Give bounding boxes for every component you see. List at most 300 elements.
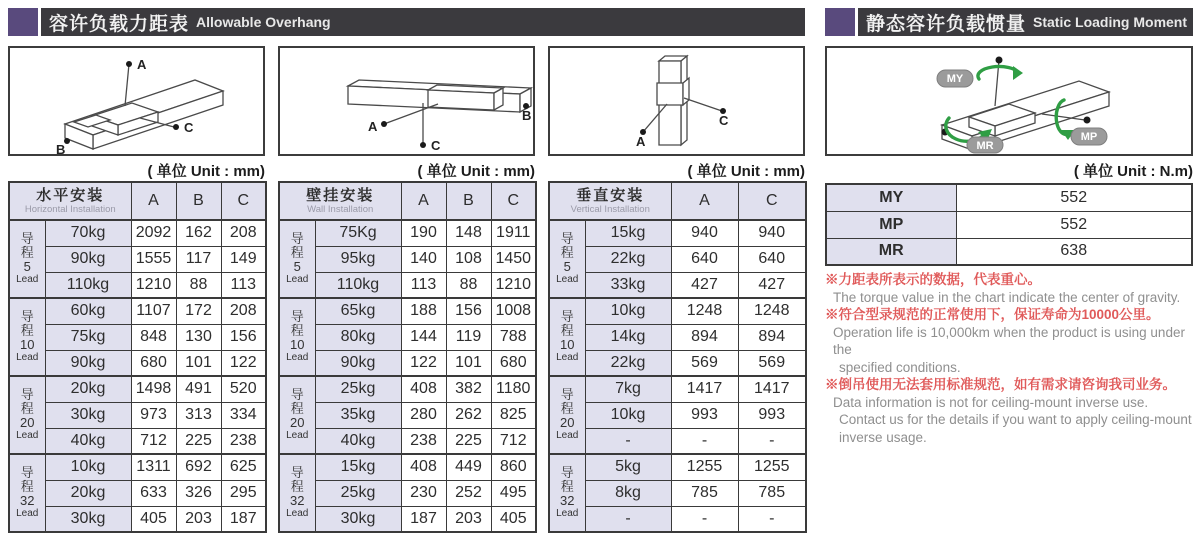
table-title-cell	[279, 182, 401, 220]
table-row	[9, 272, 266, 298]
label-c: C	[184, 120, 194, 135]
column-header: B	[176, 182, 221, 220]
horizontal-table-container	[8, 181, 267, 533]
load-cell: 90kg	[45, 246, 131, 272]
value-cell: 1107	[131, 298, 176, 324]
value-cell: 382	[446, 376, 491, 402]
right-title-bar	[858, 8, 1193, 36]
table-row	[549, 454, 806, 480]
value-cell: 633	[131, 480, 176, 506]
label-c: C	[719, 113, 729, 128]
table-row	[279, 350, 536, 376]
value-cell: 712	[491, 428, 536, 454]
table-row	[279, 480, 536, 506]
lead-cell	[9, 376, 45, 454]
value-cell: 187	[401, 506, 446, 532]
lead-label-zh: 导	[290, 465, 304, 480]
label-mr: MR	[976, 140, 994, 152]
value-cell: 1210	[131, 272, 176, 298]
value-cell: 680	[491, 350, 536, 376]
value-cell: 149	[221, 246, 266, 272]
lead-label-en: Lead	[556, 508, 579, 519]
value-cell: 156	[221, 324, 266, 350]
value-cell: 825	[491, 402, 536, 428]
table-row	[826, 184, 1192, 211]
load-cell: 20kg	[45, 376, 131, 402]
value-cell: 712	[131, 428, 176, 454]
table-row	[9, 298, 266, 324]
lead-label-zh: 程	[20, 479, 34, 494]
table-row	[279, 376, 536, 402]
value-cell: 140	[401, 246, 446, 272]
table-row	[9, 402, 266, 428]
moment-rail-diagram	[827, 48, 1191, 154]
load-cell: 25kg	[315, 376, 401, 402]
value-cell: 860	[491, 454, 536, 480]
lead-label-zh: 导	[20, 387, 34, 402]
right-title-zh: 静态容许负载惯量	[866, 13, 1027, 35]
unit-label-mm: ( 单位 Unit : mm)	[147, 163, 265, 180]
lead-label-zh: 程	[20, 401, 34, 416]
left-section-titlebar	[8, 8, 805, 36]
value-cell: 238	[401, 428, 446, 454]
lead-label-en: Lead	[286, 430, 309, 441]
load-cell: 110kg	[45, 272, 131, 298]
table-title-en: Horizontal Installation	[24, 203, 116, 215]
table-row	[9, 480, 266, 506]
lead-label-en: Lead	[556, 352, 579, 363]
overhang-table	[278, 181, 537, 533]
column-header: C	[221, 182, 266, 220]
column-header: C	[738, 182, 806, 220]
lead-label-zh: 程	[20, 323, 34, 338]
value-cell: -	[738, 428, 806, 454]
value-cell: 162	[176, 220, 221, 246]
value-cell: 101	[176, 350, 221, 376]
lead-cell	[549, 298, 585, 376]
note-en: Data information is not for ceiling-mount inverse use.	[833, 394, 1149, 410]
value-cell: 427	[738, 272, 806, 298]
load-cell: 90kg	[315, 350, 401, 376]
value-cell: 1255	[738, 454, 806, 480]
table-row	[9, 350, 266, 376]
value-cell: 190	[401, 220, 446, 246]
note-zh: ※符合型录规范的正常使用下，保证寿命为10000公里。	[825, 307, 1160, 322]
lead-cell	[549, 220, 585, 298]
load-cell: 8kg	[585, 480, 671, 506]
table-row	[9, 220, 266, 246]
table-row	[549, 428, 806, 454]
load-cell: 25kg	[315, 480, 401, 506]
value-cell: 491	[176, 376, 221, 402]
column-header: A	[401, 182, 446, 220]
lead-label-zh: 导	[20, 465, 34, 480]
label-a: A	[368, 119, 378, 134]
moment-label: MR	[826, 238, 956, 265]
value-cell: 569	[738, 350, 806, 376]
overhang-table	[8, 181, 267, 533]
lead-label-en: Lead	[556, 430, 579, 441]
value-cell: 188	[401, 298, 446, 324]
table-row	[549, 480, 806, 506]
value-cell: 130	[176, 324, 221, 350]
table-title-zh: 壁挂安装	[306, 186, 375, 204]
lead-label-zh: 导	[290, 387, 304, 402]
lead-number: 10	[20, 337, 35, 352]
value-cell: 569	[671, 350, 738, 376]
table-row	[549, 246, 806, 272]
table-title-en: Wall Installation	[307, 203, 374, 215]
note-en: The torque value in the chart indicate the center of gravity.	[833, 289, 1181, 305]
table-row	[549, 272, 806, 298]
table-row	[279, 272, 536, 298]
table-row	[549, 324, 806, 350]
value-cell: 1555	[131, 246, 176, 272]
label-a: A	[137, 57, 147, 72]
moment-table	[825, 183, 1193, 266]
value-cell: 640	[671, 246, 738, 272]
moment-value: 552	[956, 211, 1192, 238]
wall-table-container	[278, 181, 537, 533]
notes-block	[825, 271, 1197, 446]
lead-label-zh: 程	[560, 245, 574, 260]
value-cell: 108	[446, 246, 491, 272]
table-row	[279, 246, 536, 272]
label-b: B	[56, 142, 66, 154]
value-cell: 280	[401, 402, 446, 428]
moment-value: 552	[956, 184, 1192, 211]
value-cell: 113	[221, 272, 266, 298]
lead-label-zh: 程	[290, 323, 304, 338]
right-title-en: Static Loading Moment	[1033, 14, 1188, 30]
unit-label-mm: ( 单位 Unit : mm)	[687, 163, 805, 180]
lead-label-zh: 导	[20, 231, 34, 246]
lead-number: 32	[290, 493, 305, 508]
value-cell: 692	[176, 454, 221, 480]
lead-label-zh: 程	[560, 479, 574, 494]
table-row	[9, 324, 266, 350]
lead-label-zh: 程	[290, 401, 304, 416]
lead-cell	[279, 298, 315, 376]
vertical-table-container	[548, 181, 807, 533]
value-cell: 625	[221, 454, 266, 480]
lead-cell	[9, 220, 45, 298]
table-row	[826, 238, 1192, 265]
value-cell: 520	[221, 376, 266, 402]
lead-label-zh: 导	[290, 231, 304, 246]
lead-label-zh: 程	[290, 245, 304, 260]
value-cell: 203	[446, 506, 491, 532]
value-cell: -	[671, 428, 738, 454]
table-title-cell	[9, 182, 131, 220]
horizontal-rail-diagram	[10, 48, 263, 154]
lead-cell	[279, 454, 315, 532]
value-cell: 225	[446, 428, 491, 454]
load-cell: 14kg	[585, 324, 671, 350]
lead-label-zh: 导	[290, 309, 304, 324]
value-cell: 894	[671, 324, 738, 350]
lead-label-zh: 程	[20, 245, 34, 260]
value-cell: 203	[176, 506, 221, 532]
value-cell: 1417	[738, 376, 806, 402]
table-row	[826, 211, 1192, 238]
value-cell: 408	[401, 376, 446, 402]
lead-number: 5	[563, 259, 571, 274]
table-header-row	[549, 182, 806, 220]
load-cell: 40kg	[45, 428, 131, 454]
label-b: B	[522, 108, 532, 123]
load-cell: 30kg	[45, 402, 131, 428]
value-cell: 640	[738, 246, 806, 272]
value-cell: 156	[446, 298, 491, 324]
note-en: specified conditions.	[839, 359, 961, 375]
label-a: A	[636, 134, 646, 149]
load-cell: 30kg	[45, 506, 131, 532]
value-cell: 187	[221, 506, 266, 532]
vertical-rail-diagram	[550, 48, 803, 154]
table-row	[9, 428, 266, 454]
title-accent-square	[825, 8, 855, 36]
table-row	[549, 298, 806, 324]
table-title-en: Vertical Installation	[570, 203, 650, 215]
load-cell: 75kg	[45, 324, 131, 350]
value-cell: -	[738, 506, 806, 532]
value-cell: 1180	[491, 376, 536, 402]
note-en: inverse usage.	[839, 429, 927, 445]
table-row	[9, 246, 266, 272]
load-cell: -	[585, 428, 671, 454]
table-row	[9, 376, 266, 402]
lead-label-zh: 程	[290, 479, 304, 494]
value-cell: 1450	[491, 246, 536, 272]
moment-label: MY	[826, 184, 956, 211]
lead-label-en: Lead	[286, 274, 309, 285]
figure-vertical-installation	[548, 46, 805, 156]
overhang-table	[548, 181, 807, 533]
load-cell: 35kg	[315, 402, 401, 428]
table-row	[279, 402, 536, 428]
lead-label-zh: 导	[20, 309, 34, 324]
lead-number: 32	[20, 493, 35, 508]
lead-cell	[9, 454, 45, 532]
table-row	[9, 454, 266, 480]
value-cell: 295	[221, 480, 266, 506]
table-row	[279, 506, 536, 532]
value-cell: 252	[446, 480, 491, 506]
value-cell: 230	[401, 480, 446, 506]
value-cell: 208	[221, 298, 266, 324]
value-cell: 122	[221, 350, 266, 376]
wall-rail-diagram	[280, 48, 533, 154]
value-cell: 238	[221, 428, 266, 454]
load-cell: 33kg	[585, 272, 671, 298]
moment-label: MP	[826, 211, 956, 238]
load-cell: 60kg	[45, 298, 131, 324]
value-cell: 788	[491, 324, 536, 350]
value-cell: 262	[446, 402, 491, 428]
value-cell: 495	[491, 480, 536, 506]
lead-label-zh: 程	[560, 323, 574, 338]
lead-label-en: Lead	[16, 508, 39, 519]
table-row	[279, 324, 536, 350]
lead-cell	[549, 376, 585, 454]
value-cell: 940	[671, 220, 738, 246]
load-cell: 15kg	[315, 454, 401, 480]
lead-cell	[279, 220, 315, 298]
note-zh: ※力距表所表示的数据，代表重心。	[825, 272, 1041, 287]
label-my: MY	[946, 73, 964, 85]
value-cell: 449	[446, 454, 491, 480]
moment-table-container	[825, 183, 1193, 266]
value-cell: 88	[446, 272, 491, 298]
value-cell: 785	[738, 480, 806, 506]
value-cell: 973	[131, 402, 176, 428]
load-cell: 80kg	[315, 324, 401, 350]
column-header: B	[446, 182, 491, 220]
lead-label-zh: 程	[560, 401, 574, 416]
value-cell: 680	[131, 350, 176, 376]
load-cell: 22kg	[585, 246, 671, 272]
lead-cell	[9, 298, 45, 376]
load-cell: 90kg	[45, 350, 131, 376]
value-cell: 119	[446, 324, 491, 350]
value-cell: 122	[401, 350, 446, 376]
table-title-zh: 垂直安装	[576, 186, 645, 204]
value-cell: 1248	[738, 298, 806, 324]
table-row	[279, 298, 536, 324]
lead-number: 10	[560, 337, 575, 352]
value-cell: 1008	[491, 298, 536, 324]
table-row	[549, 506, 806, 532]
lead-label-zh: 导	[560, 465, 574, 480]
moment-value: 638	[956, 238, 1192, 265]
table-row	[549, 376, 806, 402]
left-title-en: Allowable Overhang	[196, 14, 331, 30]
figure-horizontal-installation	[8, 46, 265, 156]
value-cell: 326	[176, 480, 221, 506]
lead-label-en: Lead	[556, 274, 579, 285]
lead-number: 10	[290, 337, 305, 352]
column-header: A	[131, 182, 176, 220]
load-cell: 20kg	[45, 480, 131, 506]
load-cell: -	[585, 506, 671, 532]
value-cell: 313	[176, 402, 221, 428]
value-cell: 405	[491, 506, 536, 532]
right-section-titlebar	[825, 8, 1193, 36]
value-cell: 225	[176, 428, 221, 454]
value-cell: 88	[176, 272, 221, 298]
left-title-zh: 容许负载力距表	[49, 13, 190, 35]
load-cell: 40kg	[315, 428, 401, 454]
value-cell: 1417	[671, 376, 738, 402]
figure-loading-moment	[825, 46, 1193, 156]
table-header-row	[9, 182, 266, 220]
column-header: C	[491, 182, 536, 220]
column-header: A	[671, 182, 738, 220]
table-row	[279, 428, 536, 454]
label-mp: MP	[1080, 131, 1098, 143]
value-cell: 894	[738, 324, 806, 350]
value-cell: 427	[671, 272, 738, 298]
table-title-zh: 水平安装	[36, 186, 105, 204]
value-cell: 1255	[671, 454, 738, 480]
value-cell: 1911	[491, 220, 536, 246]
value-cell: 101	[446, 350, 491, 376]
value-cell: 993	[738, 402, 806, 428]
lead-label-zh: 导	[560, 309, 574, 324]
value-cell: 144	[401, 324, 446, 350]
value-cell: 172	[176, 298, 221, 324]
note-zh: ※倒吊使用无法套用标准规范，如有需求请咨询我司业务。	[825, 377, 1176, 392]
table-header-row	[279, 182, 536, 220]
load-cell: 110kg	[315, 272, 401, 298]
load-cell: 70kg	[45, 220, 131, 246]
lead-label-en: Lead	[16, 274, 39, 285]
load-cell: 65kg	[315, 298, 401, 324]
label-c: C	[431, 138, 441, 153]
load-cell: 15kg	[585, 220, 671, 246]
lead-label-zh: 导	[560, 231, 574, 246]
load-cell: 7kg	[585, 376, 671, 402]
table-row	[549, 220, 806, 246]
value-cell: 334	[221, 402, 266, 428]
note-en: Operation life is 10,000km when the product is using under the	[833, 324, 1185, 357]
table-title-cell	[549, 182, 671, 220]
value-cell: 1248	[671, 298, 738, 324]
lead-number: 20	[290, 415, 305, 430]
load-cell: 10kg	[45, 454, 131, 480]
load-cell: 5kg	[585, 454, 671, 480]
lead-label-en: Lead	[16, 352, 39, 363]
lead-label-en: Lead	[286, 508, 309, 519]
value-cell: -	[671, 506, 738, 532]
value-cell: 113	[401, 272, 446, 298]
lead-cell	[549, 454, 585, 532]
unit-label-mm: ( 单位 Unit : mm)	[417, 163, 535, 180]
value-cell: 785	[671, 480, 738, 506]
value-cell: 993	[671, 402, 738, 428]
value-cell: 2092	[131, 220, 176, 246]
value-cell: 405	[131, 506, 176, 532]
value-cell: 1498	[131, 376, 176, 402]
table-row	[549, 402, 806, 428]
lead-number: 32	[560, 493, 575, 508]
lead-number: 5	[293, 259, 301, 274]
table-row	[279, 454, 536, 480]
load-cell: 75Kg	[315, 220, 401, 246]
load-cell: 10kg	[585, 402, 671, 428]
lead-label-en: Lead	[16, 430, 39, 441]
lead-label-en: Lead	[286, 352, 309, 363]
lead-number: 5	[23, 259, 31, 274]
lead-number: 20	[20, 415, 35, 430]
table-row	[549, 350, 806, 376]
value-cell: 940	[738, 220, 806, 246]
title-accent-square	[8, 8, 38, 36]
note-en: Contact us for the details if you want to apply ceiling-mount	[839, 412, 1192, 427]
table-row	[279, 220, 536, 246]
figure-wall-installation	[278, 46, 535, 156]
value-cell: 408	[401, 454, 446, 480]
value-cell: 1210	[491, 272, 536, 298]
load-cell: 30kg	[315, 506, 401, 532]
lead-number: 20	[560, 415, 575, 430]
load-cell: 95kg	[315, 246, 401, 272]
value-cell: 117	[176, 246, 221, 272]
left-title-bar	[41, 8, 805, 36]
value-cell: 1311	[131, 454, 176, 480]
load-cell: 10kg	[585, 298, 671, 324]
